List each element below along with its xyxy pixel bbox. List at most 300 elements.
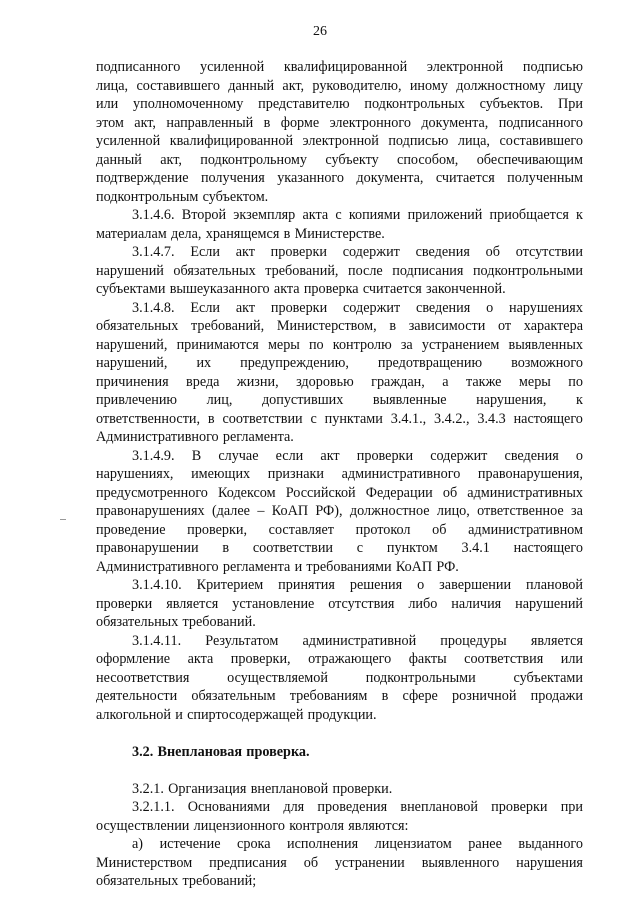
word: сфере bbox=[402, 688, 438, 704]
text-line bbox=[96, 373, 583, 392]
word: При bbox=[558, 96, 583, 112]
word: 3.1.4.9. bbox=[132, 447, 175, 464]
word: является bbox=[530, 632, 583, 649]
word: в bbox=[389, 318, 397, 334]
word: принимаются bbox=[176, 336, 259, 353]
word: или bbox=[96, 96, 119, 112]
word: проверка. bbox=[246, 743, 310, 760]
text-line bbox=[96, 262, 583, 281]
word: проведение bbox=[96, 521, 166, 538]
word: сведения bbox=[416, 299, 471, 316]
word: осуществляемой bbox=[227, 669, 328, 686]
text-line bbox=[96, 77, 583, 96]
word: обеспечивающим bbox=[476, 151, 583, 168]
word: проверки, bbox=[187, 521, 247, 538]
word: и bbox=[294, 558, 303, 575]
word: срока bbox=[237, 836, 271, 852]
word: по bbox=[568, 373, 583, 390]
word: Внеплановая bbox=[157, 743, 243, 760]
word: несоответствия bbox=[96, 669, 190, 686]
paragraph bbox=[96, 835, 583, 891]
word: возможного bbox=[511, 355, 583, 371]
word: за bbox=[400, 336, 413, 353]
word: вышеуказанного bbox=[169, 281, 270, 297]
word: нарушениях bbox=[509, 299, 583, 316]
word: квалифицированной bbox=[169, 133, 294, 149]
word: от bbox=[498, 318, 512, 334]
text-line bbox=[96, 58, 583, 77]
word: об bbox=[432, 521, 447, 538]
word: плановой bbox=[526, 577, 583, 593]
word: Министерством, bbox=[276, 318, 377, 334]
word: акт, bbox=[134, 114, 156, 131]
word: полученным bbox=[507, 170, 583, 186]
word: электронного bbox=[329, 114, 411, 131]
word: привлечению bbox=[96, 392, 178, 408]
word: Административного bbox=[96, 429, 219, 445]
word: требований, bbox=[190, 318, 265, 334]
word: к bbox=[576, 392, 583, 408]
word: должностному bbox=[456, 77, 546, 94]
word: регламента bbox=[222, 558, 291, 575]
word: вреда bbox=[186, 373, 220, 390]
word: в bbox=[207, 410, 215, 427]
text-line bbox=[96, 854, 583, 873]
text-line bbox=[96, 872, 583, 891]
word: РФ. bbox=[436, 558, 459, 575]
word: Если bbox=[190, 299, 221, 316]
text-line bbox=[96, 669, 583, 688]
word: с bbox=[356, 540, 364, 556]
text-line bbox=[96, 299, 583, 318]
section-heading bbox=[96, 743, 583, 762]
word: предотвращению bbox=[377, 355, 483, 371]
word: о bbox=[486, 299, 494, 316]
word: содержит bbox=[342, 244, 400, 260]
word: сведения bbox=[415, 244, 470, 260]
word: нарушения, bbox=[476, 392, 547, 408]
word: акта bbox=[302, 207, 329, 223]
word: подписью bbox=[522, 59, 583, 75]
word: субъектами bbox=[513, 669, 583, 686]
word: принятия bbox=[278, 577, 335, 593]
word: внеплановой bbox=[250, 780, 329, 797]
word: лиц, bbox=[206, 392, 233, 408]
word: требований, bbox=[265, 262, 339, 279]
word: устранением bbox=[421, 336, 500, 353]
word: факты bbox=[408, 651, 447, 667]
word: субъектом. bbox=[202, 188, 269, 205]
word: руководителю, bbox=[312, 77, 402, 94]
word: ранее bbox=[468, 836, 502, 852]
word: меры bbox=[518, 373, 551, 390]
word: по bbox=[308, 336, 324, 353]
word: признаки bbox=[267, 466, 324, 482]
text-line bbox=[96, 317, 583, 336]
word: после bbox=[348, 262, 383, 279]
word: в bbox=[263, 114, 271, 131]
word: или bbox=[560, 651, 583, 667]
text-line bbox=[96, 558, 583, 577]
word: соответствии bbox=[222, 410, 303, 427]
word: о bbox=[575, 447, 583, 464]
word: случае bbox=[218, 447, 259, 464]
word: 3.1.4.11. bbox=[132, 632, 182, 649]
word: содержит bbox=[430, 447, 488, 464]
word: является bbox=[166, 595, 219, 612]
word: – bbox=[257, 503, 265, 519]
text-line bbox=[96, 410, 583, 429]
word: с bbox=[335, 207, 342, 223]
word: и bbox=[175, 706, 183, 723]
word: 3.1.4.6. bbox=[132, 207, 175, 223]
word: отсутствии bbox=[515, 244, 583, 260]
word: подконтрольными bbox=[365, 669, 476, 686]
word: отражающего bbox=[308, 651, 392, 667]
word: процедуры bbox=[440, 632, 507, 649]
paragraph bbox=[96, 447, 583, 577]
word: лицензиатом bbox=[374, 836, 452, 852]
word: обязательных bbox=[173, 262, 256, 279]
text-line bbox=[96, 447, 583, 466]
word: административных bbox=[467, 484, 583, 501]
word: 3.4.2., bbox=[434, 410, 470, 427]
word: жизни, bbox=[236, 373, 279, 390]
word: предупреждению, bbox=[240, 355, 349, 371]
paragraph bbox=[96, 299, 583, 447]
word: 3.1.4.7. bbox=[132, 244, 175, 260]
word: лицензионного bbox=[193, 817, 285, 834]
word: отсутствия bbox=[328, 595, 395, 612]
word: дела, bbox=[171, 225, 202, 242]
word: 3.2.1.1. bbox=[132, 799, 175, 815]
word: способом, bbox=[397, 151, 459, 168]
text-line bbox=[96, 280, 583, 299]
word: а) bbox=[132, 836, 144, 852]
word: электронной bbox=[426, 59, 504, 75]
word: Министерстве. bbox=[294, 225, 385, 242]
word: проверки. bbox=[332, 780, 393, 797]
word: Результатом bbox=[205, 632, 279, 649]
text-line bbox=[96, 484, 583, 503]
word: обязательных bbox=[96, 318, 179, 334]
word: причинения bbox=[96, 373, 169, 390]
word: содержит bbox=[343, 299, 401, 316]
word: документа, bbox=[421, 114, 489, 131]
word: форме bbox=[280, 114, 320, 131]
word: выданного bbox=[518, 836, 583, 852]
word: нарушений bbox=[96, 262, 164, 279]
word: Критерием bbox=[196, 577, 264, 593]
word: 3.4.1., bbox=[390, 410, 427, 427]
word: документа, bbox=[356, 170, 424, 186]
word: Если bbox=[190, 244, 220, 260]
word: подконтрольных bbox=[364, 96, 465, 112]
word: проведения bbox=[317, 799, 388, 815]
text-line bbox=[96, 798, 583, 817]
word: квалифицированной bbox=[283, 59, 408, 75]
word: акт bbox=[235, 244, 255, 260]
word: здоровью bbox=[296, 373, 354, 390]
word: хранящемся bbox=[205, 225, 280, 242]
word: получения bbox=[200, 170, 265, 186]
word: имеющих bbox=[191, 466, 251, 482]
text-line bbox=[96, 391, 583, 410]
word: РФ), bbox=[315, 503, 343, 519]
word: настоящего bbox=[513, 540, 583, 556]
word: подписанного bbox=[498, 114, 583, 131]
text-line bbox=[96, 706, 583, 725]
word: проверки bbox=[96, 595, 153, 612]
word: в bbox=[222, 540, 230, 556]
text-line bbox=[96, 576, 583, 595]
word: спиртосодержащей bbox=[187, 706, 304, 723]
word: установление bbox=[232, 595, 315, 612]
word: (далее bbox=[211, 503, 250, 519]
page-number: 26 bbox=[313, 24, 327, 39]
word: требований. bbox=[182, 614, 256, 630]
word: алкогольной bbox=[96, 706, 171, 723]
word: их bbox=[196, 355, 212, 371]
text-line bbox=[96, 169, 583, 188]
text-line bbox=[96, 687, 583, 706]
word: акт, bbox=[282, 77, 305, 94]
text-line bbox=[96, 132, 583, 151]
word: этом bbox=[96, 114, 124, 131]
word: подконтрольным bbox=[96, 188, 199, 205]
word: характера bbox=[523, 318, 583, 334]
word: считается bbox=[362, 281, 422, 297]
paragraph bbox=[96, 243, 583, 299]
word: контролю bbox=[332, 336, 392, 353]
word: при bbox=[560, 799, 583, 815]
word: проверки bbox=[491, 799, 548, 815]
word: законченной. bbox=[426, 281, 506, 297]
word: устранении bbox=[334, 854, 405, 871]
word: протокол bbox=[355, 521, 411, 538]
text-line bbox=[96, 428, 583, 447]
word: представителю bbox=[258, 96, 350, 112]
word: зависимости bbox=[408, 318, 486, 334]
word: обязательных bbox=[96, 873, 179, 889]
word: проверка bbox=[303, 281, 359, 297]
word: электронной bbox=[302, 133, 379, 149]
word: считается bbox=[435, 170, 495, 186]
word: настоящего bbox=[513, 410, 583, 427]
word: подписью bbox=[388, 133, 449, 149]
word: нарушениях, bbox=[96, 466, 174, 482]
word: а bbox=[442, 373, 449, 390]
word: КоАП bbox=[395, 558, 433, 575]
word: также bbox=[466, 373, 502, 390]
word: с bbox=[310, 410, 317, 427]
word: акт bbox=[320, 447, 340, 464]
paragraph bbox=[96, 798, 583, 835]
word: Федерации bbox=[365, 484, 433, 501]
word: истечение bbox=[159, 836, 221, 852]
word: пунктами bbox=[324, 410, 383, 427]
word: 3.4.1 bbox=[461, 540, 490, 556]
word: подтверждение bbox=[96, 170, 189, 186]
word: нарушений, bbox=[96, 355, 168, 371]
word: для bbox=[283, 799, 305, 815]
word: проверки bbox=[356, 447, 414, 464]
word: обязательным bbox=[191, 688, 276, 704]
word: 3.4.3 bbox=[477, 410, 506, 427]
text-line bbox=[96, 502, 583, 521]
word: продукции. bbox=[307, 706, 377, 723]
word: административной bbox=[302, 632, 417, 649]
word: к bbox=[576, 207, 583, 223]
text-line bbox=[96, 188, 583, 207]
word: субъекту bbox=[325, 151, 379, 168]
word: за bbox=[571, 503, 583, 519]
text-line bbox=[96, 595, 583, 614]
word: лицо, bbox=[436, 503, 470, 519]
margin-mark bbox=[60, 519, 66, 520]
paragraph bbox=[96, 58, 583, 206]
word: должностное bbox=[349, 503, 430, 519]
word: материалам bbox=[96, 225, 167, 242]
word: правонарушениях bbox=[96, 503, 205, 519]
word: подконтрольными bbox=[472, 262, 583, 279]
word: проверки bbox=[270, 244, 327, 260]
word: выявленных bbox=[508, 336, 583, 353]
text-line bbox=[96, 151, 583, 170]
word: лица, bbox=[457, 133, 490, 149]
text-line bbox=[96, 114, 583, 133]
word: проверки, bbox=[230, 651, 291, 667]
word: ответственности, bbox=[96, 410, 201, 427]
word: об bbox=[485, 244, 500, 260]
word: решения bbox=[349, 577, 403, 593]
word: Кодексом bbox=[218, 484, 276, 501]
word: нарушений, bbox=[96, 336, 168, 353]
word: соответствия bbox=[464, 651, 544, 667]
word: копиями bbox=[348, 207, 401, 223]
word: данный bbox=[96, 151, 142, 168]
word: меры bbox=[267, 336, 300, 353]
word: требованиям bbox=[289, 688, 368, 704]
paragraph bbox=[96, 576, 583, 632]
word: лица, bbox=[96, 77, 129, 94]
text-line bbox=[96, 780, 583, 799]
text-line bbox=[96, 336, 583, 355]
word: в bbox=[381, 688, 389, 704]
word: продажи bbox=[530, 688, 583, 704]
blank-line bbox=[96, 761, 583, 780]
word: внеплановой bbox=[400, 799, 478, 815]
word: предусмотренного bbox=[96, 484, 208, 501]
word: розничной bbox=[452, 688, 517, 704]
word: указанного bbox=[277, 170, 344, 186]
word: обязательных bbox=[96, 614, 179, 630]
text-line bbox=[96, 95, 583, 114]
word: усиленной bbox=[199, 59, 265, 75]
word: направленный bbox=[166, 114, 254, 131]
text-line bbox=[96, 817, 583, 836]
word: допустивших bbox=[261, 392, 344, 408]
text-line bbox=[96, 743, 583, 762]
word: данный bbox=[228, 77, 275, 94]
text-line bbox=[96, 354, 583, 373]
word: являются: bbox=[348, 817, 409, 834]
word: Российской bbox=[285, 484, 356, 501]
word: требованиями bbox=[306, 558, 392, 575]
paragraph bbox=[96, 206, 583, 243]
word: 3.1.4.10. bbox=[132, 577, 182, 593]
word: граждан, bbox=[371, 373, 425, 390]
word: об bbox=[303, 854, 319, 871]
word: осуществлении bbox=[96, 817, 190, 834]
word: соответствии bbox=[252, 540, 334, 556]
word: акта bbox=[187, 651, 214, 667]
word: правонарушении bbox=[96, 540, 199, 556]
text-line bbox=[96, 465, 583, 484]
word: акт bbox=[235, 299, 256, 316]
word: Второй bbox=[181, 207, 227, 223]
word: иному bbox=[409, 77, 448, 94]
word: подконтрольному bbox=[200, 151, 307, 168]
word: составившего bbox=[499, 133, 583, 149]
word: приобщается bbox=[489, 207, 569, 223]
text-line bbox=[96, 243, 583, 262]
word: об bbox=[442, 484, 458, 501]
word: 3.2.1. bbox=[132, 780, 164, 797]
word: Основаниями bbox=[187, 799, 271, 815]
word: субъектами bbox=[96, 281, 166, 297]
word: Организация bbox=[168, 780, 247, 797]
word: подписания bbox=[392, 262, 464, 279]
text-line bbox=[96, 206, 583, 225]
word: усиленной bbox=[96, 133, 161, 149]
text-line bbox=[96, 613, 583, 632]
word: акта bbox=[273, 281, 300, 297]
text-line bbox=[96, 225, 583, 244]
text-line bbox=[96, 835, 583, 854]
word: деятельности bbox=[96, 688, 178, 704]
word: исполнения bbox=[287, 836, 359, 852]
word: приложений bbox=[407, 207, 483, 223]
word: завершении bbox=[439, 577, 512, 593]
word: Министерством bbox=[96, 854, 193, 871]
word: составляет bbox=[268, 521, 334, 538]
word: правонарушения, bbox=[477, 466, 583, 482]
word: выявленные bbox=[372, 392, 447, 408]
word: выявленного bbox=[421, 854, 500, 871]
word: административном bbox=[468, 521, 583, 538]
word: наличия bbox=[451, 595, 502, 612]
paragraph bbox=[96, 780, 583, 799]
word: подписанного bbox=[96, 59, 181, 75]
text-line bbox=[96, 650, 583, 669]
word: если bbox=[275, 447, 304, 464]
word: составившего bbox=[136, 77, 220, 94]
word: акт, bbox=[160, 151, 182, 168]
word: КоАП bbox=[271, 503, 309, 519]
word: уполномоченному bbox=[133, 96, 244, 112]
word: в bbox=[283, 225, 291, 242]
blank-line bbox=[96, 724, 583, 743]
word: пунктом bbox=[386, 540, 438, 556]
word: ответственное bbox=[477, 503, 564, 519]
text-line bbox=[96, 521, 583, 540]
text-line bbox=[96, 539, 583, 558]
word: сведения bbox=[504, 447, 559, 464]
text-line bbox=[96, 632, 583, 651]
word: нарушений bbox=[515, 595, 583, 612]
word: о bbox=[417, 577, 425, 593]
